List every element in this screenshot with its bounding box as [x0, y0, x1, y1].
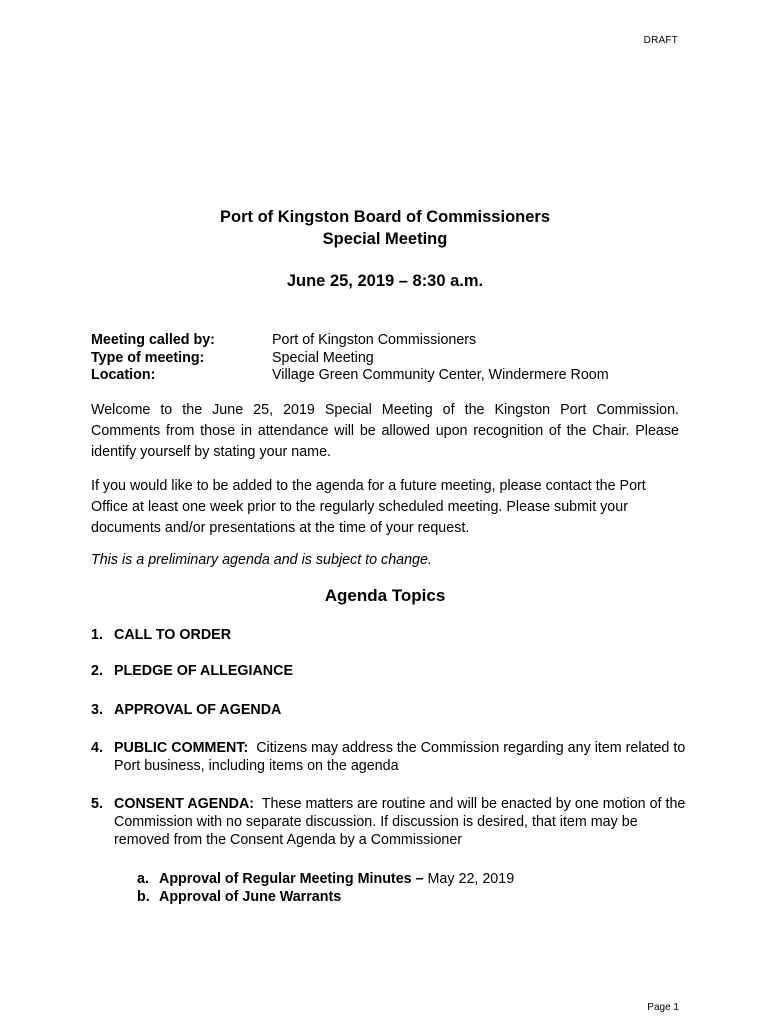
agenda-item-description: Citizens may address the Commission regarding any item related to Port business, including items on the agenda [114, 740, 686, 774]
page-number: Page 1 [647, 1002, 679, 1013]
info-value: Special Meeting [272, 349, 374, 366]
agenda-request-paragraph: If you would like to be added to the agenda for a future meeting, please contact the Port Office at least one week prior to the regularly scheduled meeting. Please submit your documents and/or presentations at the time of your request. [91, 478, 646, 536]
disclaimer-paragraph: This is a preliminary agenda and is subject to change. [91, 552, 432, 568]
info-label: Type of meeting: [91, 349, 205, 366]
agenda-item [91, 739, 691, 775]
agenda-item [91, 701, 691, 719]
info-value: Port of Kingston Commissioners [272, 332, 477, 348]
welcome-paragraph: Welcome to the June 25, 2019 Special Meeting of the Kingston Port Commission. Comments from those in attendance will be allowed upon recognition of the Chair. Please identify yourself by stating your name. [91, 402, 679, 460]
agenda-item-title: APPROVAL OF AGENDA [114, 702, 282, 718]
agenda-item [91, 662, 691, 680]
subitem-description: May 22, 2019 [427, 871, 515, 887]
title-line-2: Special Meeting [322, 230, 448, 248]
agenda-item [91, 626, 691, 644]
info-value: Village Green Community Center, Windermere Room [272, 367, 609, 383]
subitem-letter: b. [137, 889, 150, 905]
agenda-heading: Agenda Topics [324, 586, 446, 605]
consent-subitem [137, 888, 697, 906]
agenda-item-title: PLEDGE OF ALLEGIANCE [114, 663, 293, 679]
agenda-item-number: 5. [91, 796, 103, 812]
agenda-item-title: CALL TO ORDER [114, 627, 232, 643]
document-title [0, 206, 770, 250]
agenda-item-number: 4. [91, 740, 103, 756]
draft-label: DRAFT [643, 35, 678, 46]
subitem-title: Approval of Regular Meeting Minutes – [159, 871, 424, 887]
info-row-called-by [91, 332, 609, 350]
agenda-item-title: CONSENT AGENDA: [114, 796, 255, 812]
meeting-info [91, 332, 609, 385]
info-row-location [91, 367, 609, 385]
info-label: Location: [91, 367, 156, 383]
agenda-item-number: 1. [91, 627, 103, 643]
agenda-item [91, 795, 691, 849]
meeting-date: June 25, 2019 – 8:30 a.m. [286, 272, 484, 290]
consent-subitem [137, 870, 697, 888]
agenda-item-number: 3. [91, 702, 103, 718]
subitem-title: Approval of June Warrants [159, 889, 342, 905]
agenda-item-description: These matters are routine and will be enacted by one motion of the Commission with no separate discussion. If discussion is desired, that item may be removed from the Consent Agenda by a Commissioner [114, 796, 686, 848]
info-label: Meeting called by: [91, 332, 215, 348]
title-line-1: Port of Kingston Board of Commissioners [219, 208, 551, 226]
subitem-letter: a. [137, 871, 149, 887]
info-row-type [91, 350, 609, 368]
agenda-item-number: 2. [91, 663, 103, 679]
agenda-item-title: PUBLIC COMMENT: [114, 740, 249, 756]
